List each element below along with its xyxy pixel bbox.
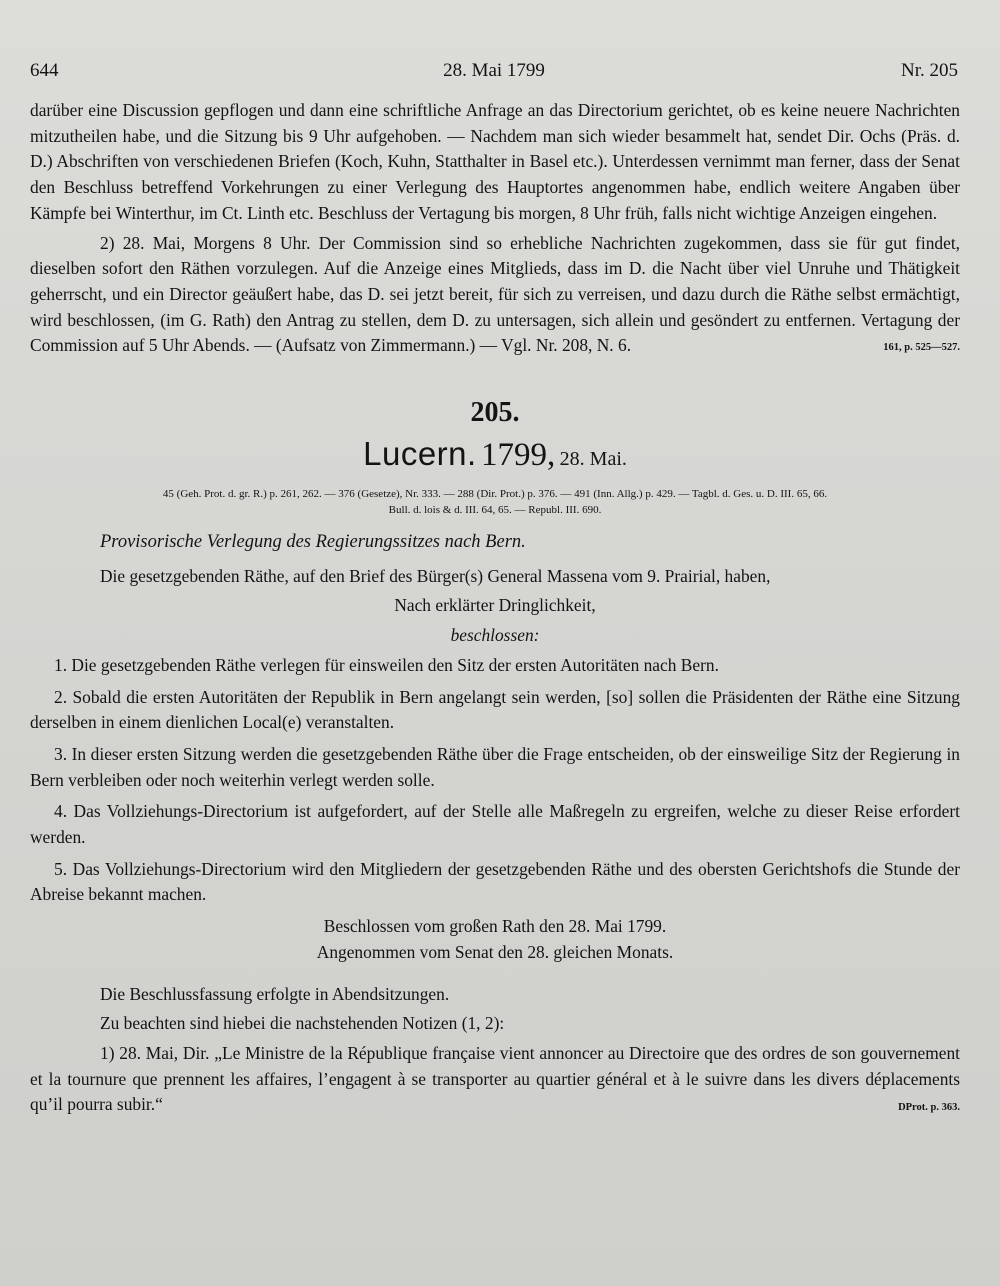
urgency-clause: Nach erklärter Dringlichkeit, [394, 595, 596, 616]
running-header [30, 60, 958, 86]
resolved-heading: beschlossen: [450, 625, 540, 646]
footnote-1 [30, 1041, 960, 1118]
sources-line: Bull. d. lois & d. III. 64, 65. — Republ. III. 690. [388, 504, 602, 517]
commission-text: 2) 28. Mai, Morgens 8 Uhr. Der Commission sind so erhebliche Nachrichten zugekommen, dass sie für gut findet, dieselben sofort den Räthen vorzulegen. Auf die Anzeige eines Mitglieds, dass im D. die Nacht über viel Unruhe und Thätigkeit geherrscht, und ein Director geäußert habe, das D. sei jetzt bereit, für sich zu verreisen, und dazu durch die Räthe selbst ermächtigt, wird beschlossen, (im G. Rath) den Antrag zu stellen, dem D. zu untersagen, sich allein und gesöndert zu entfernen. Vertagung der Commission auf 5 Uhr Abends. — (Aufsatz von Zimmermann.) — Vgl. Nr. 208, N. 6. [30, 232, 960, 356]
page-body [30, 98, 960, 1122]
spacer [30, 966, 960, 982]
article-item: 3. In dieser ersten Sitzung werden die gesetzgebenden Räthe über die Frage entscheiden, ob der einsweilige Sitz der Regierung in Bern verbleiben oder noch weiterhin verlegt werden solle. [30, 743, 960, 790]
articles-list [30, 653, 960, 908]
note-intro: Die Beschlussfassung erfolgte in Abendsitzungen. [100, 983, 450, 1004]
commission-paragraph [30, 231, 960, 360]
sources-line: 45 (Geh. Prot. d. gr. R.) p. 261, 262. — 376 (Gesetze), Nr. 333. — 288 (Dir. Prot.) p. 376. — 491 (Inn. Allg.) p. 429. — Tagbl. d. Ges. u. D. III. 65, 66. [162, 488, 828, 501]
footnote-1-text: 1) 28. Mai, Dir. „Le Ministre de la République française vient annoncer au Directoire que des ordres de son gouvernement et la tournure que prennent les affaires, l’engagent à se transporter au quartier général et à le suivre dans les divers déplacements qu’il pourra subir.“ [30, 1042, 960, 1115]
document-subject: Provisorische Verlegung des Regierungssitzes nach Bern. [100, 532, 526, 553]
article-item: 1. Die gesetzgebenden Räthe verlegen für einsweilen den Sitz der ersten Autoritäten nach Bern. [54, 654, 719, 675]
preamble: Die gesetzgebenden Räthe, auf den Brief des Bürger(s) General Massena vom 9. Prairial, haben, [100, 565, 771, 586]
document-year: 1799, [481, 437, 556, 474]
note-heading: Zu beachten sind hiebei die nachstehenden Notizen (1, 2): [100, 1013, 505, 1034]
article-item: 5. Das Vollziehungs-Directorium wird den Mitgliedern der gesetzgebenden Räthe und des obersten Gerichtshofs die Stunde der Abreise bekannt machen. [30, 858, 960, 905]
header-doc-ref: Nr. 205 [901, 60, 958, 81]
document-number: 205. [470, 397, 520, 429]
place-name: Lucern. [363, 435, 477, 473]
header-date: 28. Mai 1799 [443, 60, 545, 81]
footnote-1-ref: DProt. p. 363. [898, 1102, 960, 1114]
article-item: 2. Sobald die ersten Autoritäten der Republik in Bern angelangt sein werden, [so] sollen die Präsidenten der Räthe eine Sitzung derselben in einem dienlichen Local(e) veranstalten. [30, 686, 960, 733]
signature-great-council: Beschlossen vom großen Rath den 28. Mai 1799. [323, 916, 667, 937]
signature-senate: Angenommen vom Senat den 28. gleichen Monats. [316, 941, 674, 962]
document-day: 28. Mai. [559, 448, 627, 471]
sources-block [30, 486, 960, 518]
document-place-date [30, 435, 960, 478]
source-reference: 161, p. 525—527. [883, 342, 960, 354]
page-number: 644 [30, 60, 59, 81]
article-item: 4. Das Vollziehungs-Directorium ist aufgefordert, auf der Stelle alle Maßregeln zu ergreifen, welche zu dieser Reise erfordert werden. [30, 801, 960, 848]
continuation-paragraph: darüber eine Discussion gepflogen und dann eine schriftliche Anfrage an das Directorium gerichtet, ob es keine neuere Nachrichten mitzutheilen habe, und die Sitzung bis 9 Uhr aufgehoben. — Nachdem man sich wieder besammelt hat, sendet Dir. Ochs (Präs. d. D.) Abschriften von verschiedenen Briefen (Koch, Kuhn, Statthalter in Basel etc.). Unterdessen vernimmt man ferner, dass der Senat den Beschluss betreffend Vorkehrungen zu einer Verlegung des Hauptortes angenommen habe, endlich weitere Angaben über Kämpfe bei Winterthur, im Ct. Linth etc. Beschluss der Vertagung bis morgen, 8 Uhr früh, falls nicht wichtige Anzeigen eingehen. [30, 100, 960, 223]
